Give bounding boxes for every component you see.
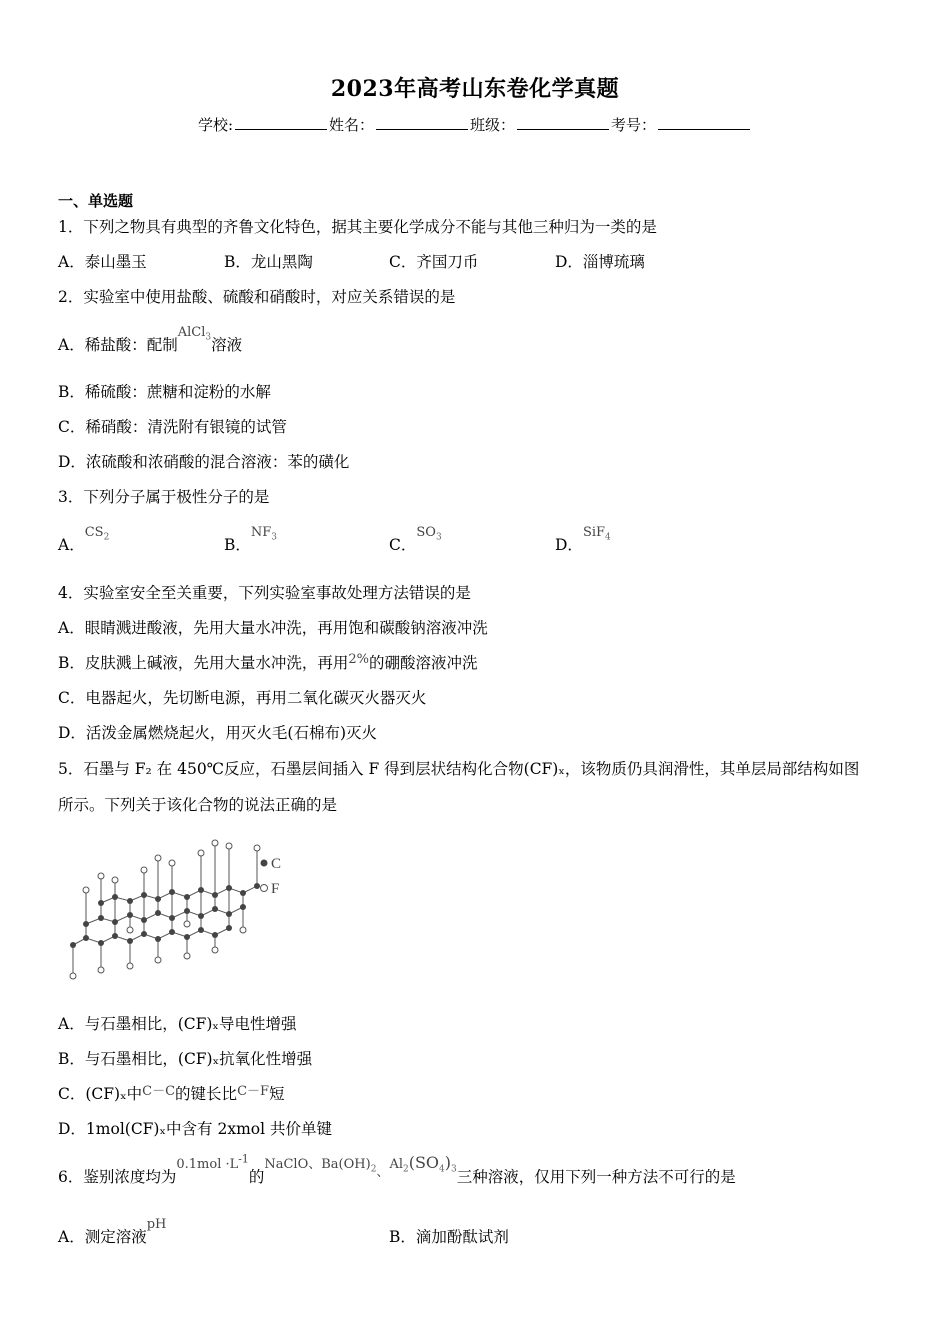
q6-option-b[interactable]: B．滴加酚酞试剂 xyxy=(389,1228,509,1246)
q2-stem: 2．实验室中使用盐酸、硫酸和硝酸时，对应关系错误的是 xyxy=(58,288,456,306)
q1-option-c[interactable]: C．齐国刀币 xyxy=(389,253,479,271)
class-blank[interactable] xyxy=(517,115,609,130)
formula-nf3 xyxy=(250,525,278,543)
q2-option-d[interactable]: D．浓硫酸和浓硝酸的混合溶液：苯的磺化 xyxy=(58,453,350,471)
q6-a-label: A．测定溶液 xyxy=(58,1228,147,1246)
formula-aluminium-sulfate xyxy=(389,1153,457,1175)
q5-option-b[interactable]: B．与石墨相比，(CF)ₓ抗氧化性增强 xyxy=(58,1050,313,1068)
cf-structure-figure xyxy=(58,838,298,983)
legend-fluorine-icon xyxy=(261,885,268,892)
section-heading: 一、单选题 xyxy=(58,192,134,210)
formula-concentration xyxy=(176,1152,249,1172)
formula-subscript: 3 xyxy=(271,532,278,543)
formula-cc-bond: C－C xyxy=(142,1084,176,1099)
formula-subscript: 2 xyxy=(402,1164,409,1175)
q5-stem-line1: 5．石墨与 F₂ 在 450℃反应，石墨层间插入 F 得到层状结构化合物(CF)ₓ，该物质仍具润滑性，其单层局部结构如图 xyxy=(58,760,860,778)
q3-stem: 3．下列分子属于极性分子的是 xyxy=(58,488,270,506)
q3-option-c[interactable] xyxy=(389,525,442,557)
formula-text: NaClO、Ba(OH) xyxy=(264,1157,371,1172)
formula-ph: pH xyxy=(146,1217,167,1232)
formula-text: (SO xyxy=(408,1153,440,1172)
formula-text: SiF xyxy=(582,525,606,540)
q6-stem-suffix: 三种溶液，仅用下列一种方法不可行的是 xyxy=(456,1168,736,1186)
class-label: 班级： xyxy=(470,116,516,134)
formula-salts xyxy=(264,1157,377,1175)
q1-option-d[interactable]: D．淄博琉璃 xyxy=(555,253,645,271)
formula-superscript: -1 xyxy=(238,1152,249,1166)
q2-option-c[interactable]: C．稀硝酸：清洗附有银镜的试管 xyxy=(58,418,287,436)
formula-so3 xyxy=(416,525,442,543)
q6-separator: 、 xyxy=(376,1165,390,1180)
name-label: 姓名： xyxy=(329,116,375,134)
school-label: 学校: xyxy=(197,116,233,134)
q3-option-d[interactable] xyxy=(555,525,611,557)
name-blank[interactable] xyxy=(376,115,468,130)
formula-text: SO xyxy=(416,525,436,540)
student-info-line xyxy=(0,114,950,135)
q1-stem: 1．下列之物具有典型的齐鲁文化特色，据其主要化学成分不能与其他三种归为一类的是 xyxy=(58,218,657,236)
q5-option-a[interactable]: A．与石墨相比，(CF)ₓ导电性增强 xyxy=(58,1015,297,1033)
q2-option-a[interactable] xyxy=(58,325,243,357)
q3-d-label: D． xyxy=(555,536,583,554)
q4-option-c[interactable]: C．电器起火，先切断电源，再用二氧化碳灭火器灭火 xyxy=(58,689,427,707)
number-blank[interactable] xyxy=(658,115,750,130)
q4-option-a[interactable]: A．眼睛溅进酸液，先用大量水冲洗，再用饱和碳酸钠溶液冲洗 xyxy=(58,619,488,637)
q1-option-a[interactable]: A．泰山墨玉 xyxy=(58,253,147,271)
formula-text: CS xyxy=(84,525,104,540)
formula-subscript: 4 xyxy=(605,532,611,543)
q3-b-label: B． xyxy=(224,536,251,554)
formula-subscript: 3 xyxy=(435,532,442,543)
q4-stem: 4．实验室安全至关重要，下列实验室事故处理方法错误的是 xyxy=(58,584,471,602)
q5-c-prefix: C．(CF)ₓ中 xyxy=(58,1085,143,1103)
formula-subscript: 2 xyxy=(103,532,110,543)
q2-option-b[interactable]: B．稀硫酸：蔗糖和淀粉的水解 xyxy=(58,383,271,401)
fluorine-atoms xyxy=(70,840,260,979)
q1-option-b[interactable]: B．龙山黑陶 xyxy=(224,253,313,271)
formula-subscript: 4 xyxy=(439,1164,445,1175)
formula-text: Al xyxy=(389,1157,403,1172)
q2-a-prefix: A．稀盐酸：配制 xyxy=(58,336,178,354)
formula-text: ) xyxy=(444,1153,452,1172)
page-title: 2023年高考山东卷化学真题 xyxy=(330,76,620,102)
q4-b-prefix: B．皮肤溅上碱液，先用大量水冲洗，再用 xyxy=(58,654,349,672)
formula-cf-bond: C－F xyxy=(237,1084,270,1099)
formula-text: 0.1mol ·L xyxy=(176,1157,239,1172)
formula-text: NF xyxy=(250,525,272,540)
formula-subscript: 3 xyxy=(205,332,212,343)
percent-value: 2% xyxy=(348,652,370,667)
q5-option-c[interactable] xyxy=(58,1082,285,1104)
formula-alcl3 xyxy=(177,325,212,343)
q2-a-suffix: 溶液 xyxy=(211,336,243,354)
formula-text: AlCl xyxy=(177,325,206,340)
q3-a-label: A． xyxy=(58,536,85,554)
q3-option-b[interactable] xyxy=(224,525,278,557)
q4-b-suffix: 的硼酸溶液冲洗 xyxy=(369,654,478,672)
q6-option-a[interactable] xyxy=(58,1217,167,1247)
legend-carbon-label: C xyxy=(271,856,282,872)
formula-sif4 xyxy=(582,525,611,543)
q3-option-a[interactable] xyxy=(58,525,110,557)
school-blank[interactable] xyxy=(235,115,327,130)
formula-subscript: 3 xyxy=(451,1164,457,1175)
q5-stem-line2: 所示。下列关于该化合物的说法正确的是 xyxy=(58,796,338,814)
q3-c-label: C． xyxy=(389,536,417,554)
q4-option-b[interactable] xyxy=(58,651,478,673)
q4-option-d[interactable]: D．活泼金属燃烧起火，用灭火毛(石棉布)灭火 xyxy=(58,724,378,742)
legend-fluorine-label: F xyxy=(271,881,280,897)
q6-stem-middle: 的 xyxy=(248,1168,265,1186)
formula-subscript: 2 xyxy=(370,1164,377,1175)
q5-c-suffix: 短 xyxy=(269,1085,285,1103)
q6-stem-prefix: 6．鉴别浓度均为 xyxy=(58,1168,177,1186)
q5-option-d[interactable]: D．1mol(CF)ₓ中含有 2xmol 共价单键 xyxy=(58,1120,332,1138)
structure-bonds xyxy=(73,843,257,976)
number-label: 考号： xyxy=(611,116,657,134)
legend-carbon-icon xyxy=(261,860,268,867)
formula-cs2 xyxy=(84,525,110,543)
q5-c-middle: 的键长比 xyxy=(175,1085,238,1103)
